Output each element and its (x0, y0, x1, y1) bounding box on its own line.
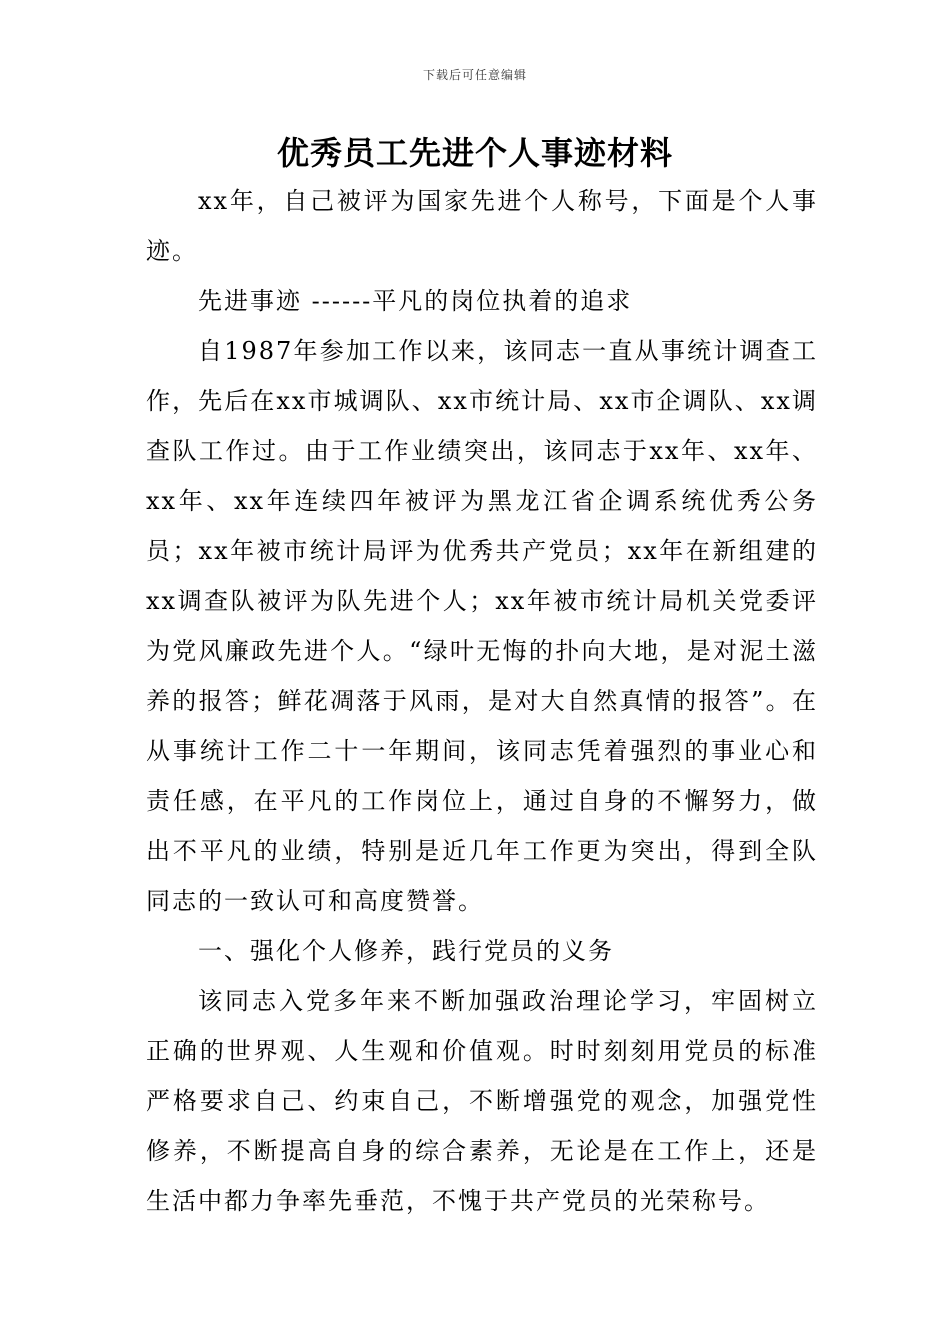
section-heading-1: 一、强化个人修养，践行党员的义务 (198, 937, 614, 965)
paragraph-party-study: 该同志入党多年来不断加强政治理论学习，牢固树立正确的世界观、人生观和价值观。时时刻刻用党员的标准严格要求自己、约束自己，不断增强党的观念，加强党性修养，不断提高自身的综合素养，无论是在工作上，还是生活中都力争率先垂范，不愧于共产党员的光荣称号。 (146, 987, 818, 1215)
document-title: 优秀员工先进个人事迹材料 (276, 134, 673, 172)
paragraph-intro: xx年，自己被评为国家先进个人称号，下面是个人事迹。 (146, 187, 818, 265)
header-note: 下载后可任意编辑 (422, 68, 527, 82)
document-body (146, 176, 818, 1226)
paragraph-subtitle: 先进事迹 ------平凡的岗位执着的追求 (198, 287, 633, 315)
paragraph-career: 自1987年参加工作以来，该同志一直从事统计调查工作，先后在xx市城调队、xx市统计局、xx市企调队、xx调查队工作过。由于工作业绩突出，该同志于xx年、xx年、xx年、xx年连续四年被评为黑龙江省企调系统优秀公务员；xx年被市统计局评为优秀共产党员；xx年在新组建的xx调查队被评为队先进个人；xx年被市统计局机关党委评为党风廉政先进个人。“绿叶无悔的扑向大地，是对泥土滋养的报答；鲜花凋落于风雨，是对大自然真情的报答”。在从事统计工作二十一年期间，该同志凭着强烈的事业心和责任感，在平凡的工作岗位上，通过自身的不懈努力，做出不平凡的业绩，特别是近几年工作更为突出，得到全队同志的一致认可和高度赞誉。 (146, 337, 818, 915)
